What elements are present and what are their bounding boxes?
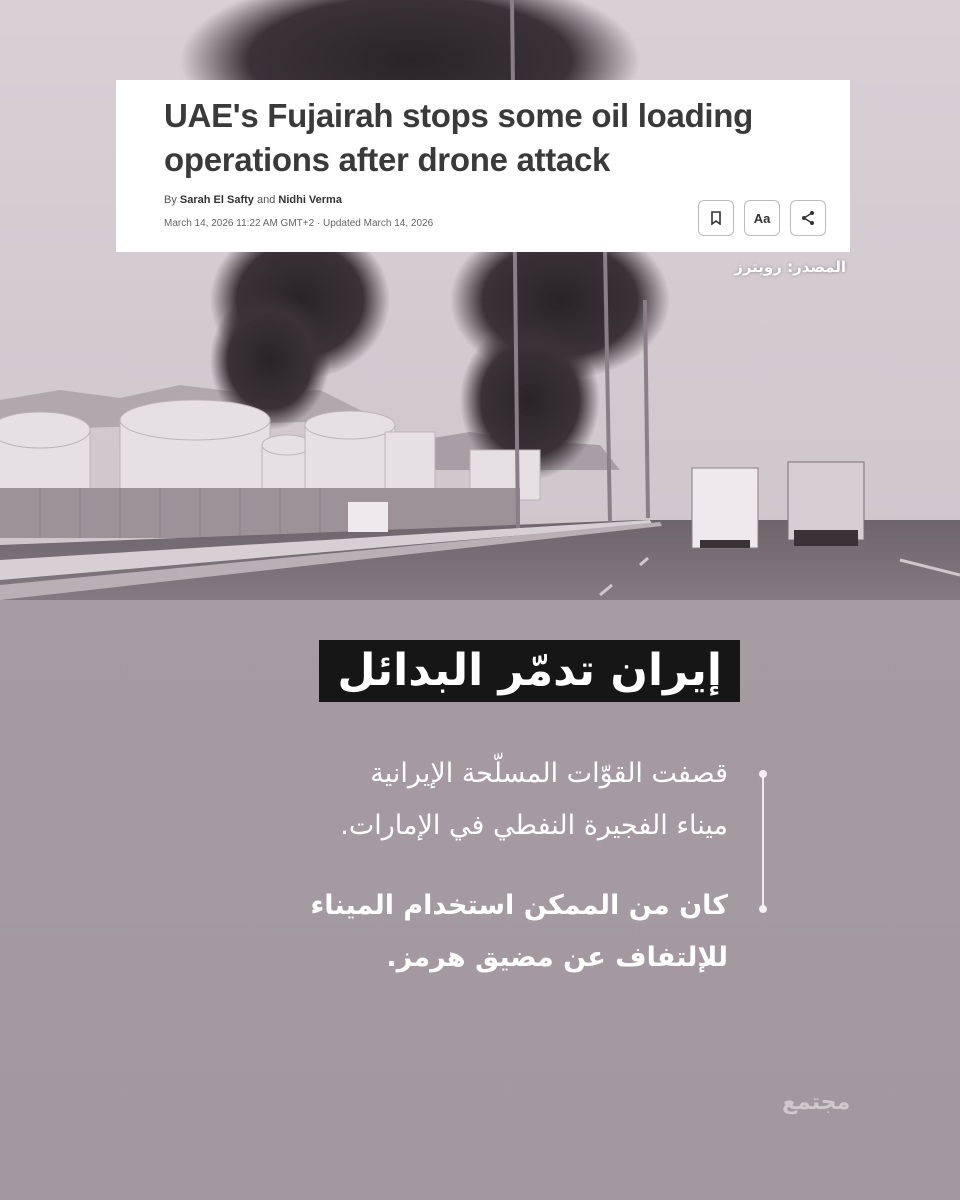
article-dateline: March 14, 2026 11:22 AM GMT+2 · Updated March 14, 2026: [164, 218, 434, 229]
timeline-dot: [759, 905, 767, 913]
bookmark-button[interactable]: [698, 200, 734, 236]
bullet-point-2: [208, 880, 728, 984]
timeline-dot: [759, 770, 767, 778]
article-screenshot-card: [116, 80, 850, 252]
timeline-line: [762, 774, 764, 910]
byline-and: and: [256, 194, 276, 206]
bullet-2-line-2: للإلتفاف عن مضيق هرمز.: [386, 942, 728, 973]
article-tools: [698, 200, 826, 236]
bullet-1-line-2: ميناء الفجيرة النفطي في الإمارات.: [340, 810, 728, 841]
font-size-label: Aa: [753, 210, 771, 226]
share-button[interactable]: [790, 200, 826, 236]
share-icon: [800, 210, 816, 226]
article-title: [164, 94, 850, 182]
author-link[interactable]: Sarah El Safty: [179, 194, 254, 206]
author-link[interactable]: Nidhi Verma: [278, 194, 342, 206]
brand-logo: مجتمع: [782, 1090, 851, 1115]
source-credit: المصدر: رويترز: [734, 258, 846, 276]
bullet-point-1: [208, 748, 728, 852]
headline-box: [319, 640, 740, 702]
font-size-button[interactable]: [744, 200, 780, 236]
bullet-2-line-1: كان من الممكن استخدام الميناء: [310, 890, 728, 921]
headline-text: إيران تدمّر البدائل: [337, 645, 722, 696]
article-title-line-1: UAE's Fujairah stops some oil loading: [164, 97, 754, 134]
bookmark-icon: [710, 211, 722, 225]
bullet-1-line-1: قصفت القوّات المسلّحة الإيرانية: [370, 758, 728, 789]
byline-prefix: By: [164, 194, 177, 206]
article-title-line-2: operations after drone attack: [164, 141, 611, 178]
